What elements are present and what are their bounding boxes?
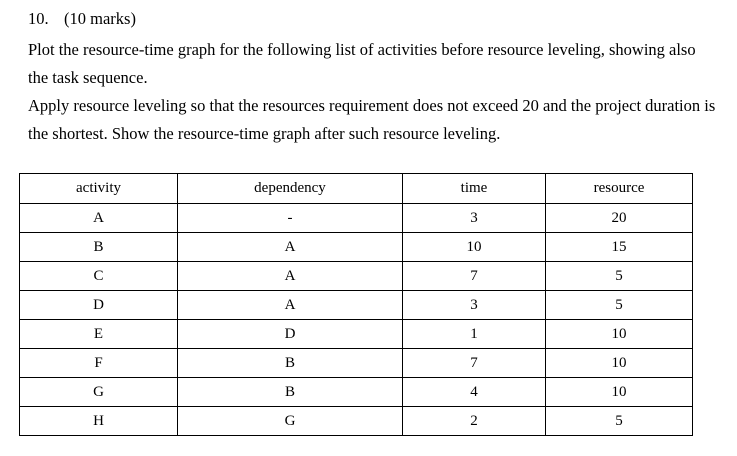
cell-activity: B: [20, 233, 178, 262]
cell-activity: E: [20, 320, 178, 349]
cell-resource: 20: [546, 204, 693, 233]
question-header: [28, 8, 136, 30]
cell-time: 3: [403, 204, 546, 233]
cell-time: 3: [403, 291, 546, 320]
cell-dependency: B: [178, 378, 403, 407]
cell-dependency: A: [178, 262, 403, 291]
cell-time: 7: [403, 349, 546, 378]
cell-dependency: A: [178, 233, 403, 262]
cell-activity: F: [20, 349, 178, 378]
cell-activity: D: [20, 291, 178, 320]
cell-time: 7: [403, 262, 546, 291]
header-time: time: [403, 174, 546, 204]
cell-time: 1: [403, 320, 546, 349]
cell-time: 10: [403, 233, 546, 262]
header-activity: activity: [20, 174, 178, 204]
table-row: [20, 320, 693, 349]
table-header-row: [20, 174, 693, 204]
cell-dependency: G: [178, 407, 403, 436]
instruction-paragraph-1: Plot the resource-time graph for the following list of activities before resource leveling, showing also the task sequence.: [28, 40, 696, 87]
cell-activity: C: [20, 262, 178, 291]
cell-resource: 10: [546, 378, 693, 407]
cell-activity: G: [20, 378, 178, 407]
cell-dependency: A: [178, 291, 403, 320]
cell-dependency: D: [178, 320, 403, 349]
header-resource: resource: [546, 174, 693, 204]
cell-resource: 10: [546, 320, 693, 349]
cell-resource: 5: [546, 407, 693, 436]
cell-resource: 15: [546, 233, 693, 262]
cell-activity: A: [20, 204, 178, 233]
activity-table: [19, 173, 693, 436]
cell-time: 4: [403, 378, 546, 407]
cell-dependency: -: [178, 204, 403, 233]
cell-dependency: B: [178, 349, 403, 378]
header-dependency: dependency: [178, 174, 403, 204]
cell-resource: 5: [546, 262, 693, 291]
table-row: [20, 407, 693, 436]
table-row: [20, 262, 693, 291]
instruction-paragraph-2: Apply resource leveling so that the resources requirement does not exceed 20 and the project duration is the shortest. Show the resource-time graph after such resource leveling.: [28, 96, 716, 143]
question-marks: (10 marks): [64, 9, 136, 28]
table-row: [20, 349, 693, 378]
cell-activity: H: [20, 407, 178, 436]
cell-time: 2: [403, 407, 546, 436]
table-row: [20, 204, 693, 233]
question-text: [28, 36, 718, 148]
question-number: 10.: [28, 9, 49, 28]
table-row: [20, 378, 693, 407]
table-row: [20, 291, 693, 320]
cell-resource: 10: [546, 349, 693, 378]
table-row: [20, 233, 693, 262]
cell-resource: 5: [546, 291, 693, 320]
